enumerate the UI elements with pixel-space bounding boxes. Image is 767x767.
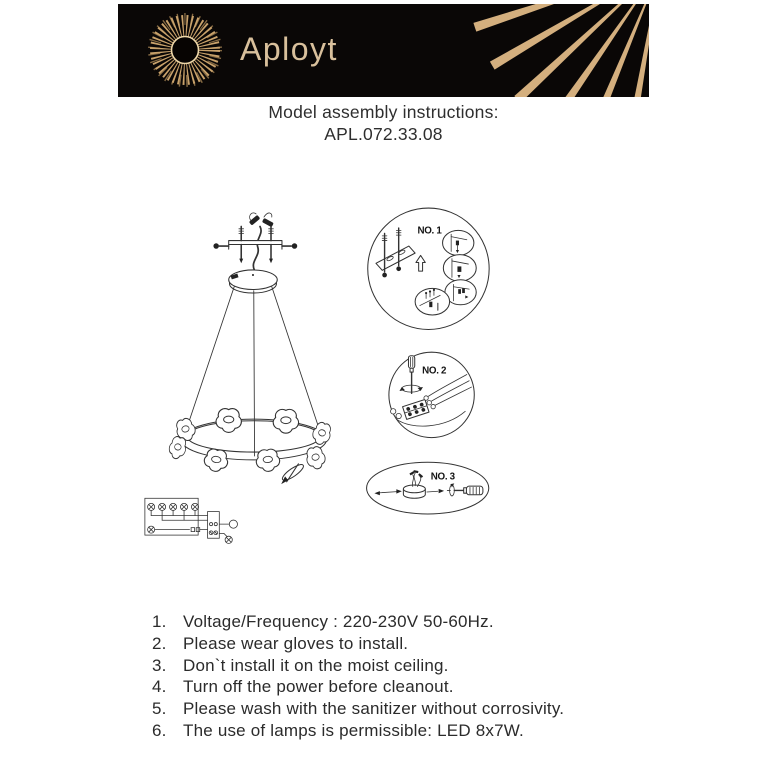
wiring-schematic xyxy=(145,498,238,543)
page-title: Model assembly instructions: xyxy=(268,102,499,122)
instruction-number: 3. xyxy=(152,655,167,675)
driver-box xyxy=(208,512,220,539)
brand-name: Aployt xyxy=(240,30,338,67)
instruction-text: Voltage/Frequency : 220-230V 50-60Hz. xyxy=(183,612,494,631)
schematic-wiring-lines xyxy=(151,510,207,531)
suspension-wires xyxy=(188,287,319,456)
instruction-item xyxy=(152,698,564,720)
lamp-symbol xyxy=(148,526,155,533)
instruction-item xyxy=(152,611,564,633)
detail-subcircle xyxy=(443,230,474,255)
lamp-symbol xyxy=(191,503,198,510)
lamp-symbol xyxy=(148,503,155,510)
lamp-symbol xyxy=(181,503,188,510)
detail-circle-2 xyxy=(389,352,474,437)
brand-banner xyxy=(118,4,649,97)
diagonal-rays-icon xyxy=(399,4,649,97)
detail-subcircle xyxy=(415,288,449,315)
instruction-number: 1. xyxy=(152,612,167,631)
assembly-diagram xyxy=(130,150,600,610)
detail-label-3: NO. 3 xyxy=(430,471,455,483)
title-block xyxy=(0,101,767,145)
detail-circle-1 xyxy=(368,208,489,329)
lamp-shade xyxy=(216,409,241,433)
lamp-symbol xyxy=(159,503,166,510)
instruction-text: Turn off the power before cleanout. xyxy=(183,677,454,697)
detail-label-2: NO. 2 xyxy=(422,365,447,377)
instruction-text: The use of lamps is permissible: LED 8x7W. xyxy=(183,720,524,740)
model-number: APL.072.33.08 xyxy=(324,124,443,144)
instruction-number: 2. xyxy=(152,633,167,653)
instruction-text: Please wash with the sanitizer without corrosivity. xyxy=(183,699,565,719)
detail-circle-3 xyxy=(367,462,489,514)
instruction-number: 5. xyxy=(152,699,167,719)
lamp-shade xyxy=(273,409,298,433)
starburst-logo-icon xyxy=(142,4,228,97)
instruction-text: Don`t install it on the moist ceiling. xyxy=(183,655,449,675)
instructions-list xyxy=(152,611,564,742)
lamp-shade xyxy=(304,445,327,471)
instruction-number: 4. xyxy=(152,677,167,697)
light-ring xyxy=(181,419,327,460)
instruction-text: Please wear gloves to install. xyxy=(183,633,409,653)
lamp-shade xyxy=(203,448,229,473)
detail-label-1: NO. 1 xyxy=(417,225,442,237)
instruction-item xyxy=(152,720,564,742)
lamp-shades xyxy=(167,409,333,473)
instruction-item xyxy=(152,676,564,698)
instruction-number: 6. xyxy=(152,720,167,740)
instruction-item xyxy=(152,655,564,677)
instruction-item xyxy=(152,633,564,655)
ceiling-canopy xyxy=(229,270,278,293)
chandelier-drawing xyxy=(167,213,333,484)
detail-subcircle xyxy=(443,255,476,282)
lamp-shade xyxy=(255,449,280,473)
rotation-arrow-icon xyxy=(280,462,305,484)
output-terminals xyxy=(219,520,237,543)
lamp-symbol xyxy=(170,503,177,510)
